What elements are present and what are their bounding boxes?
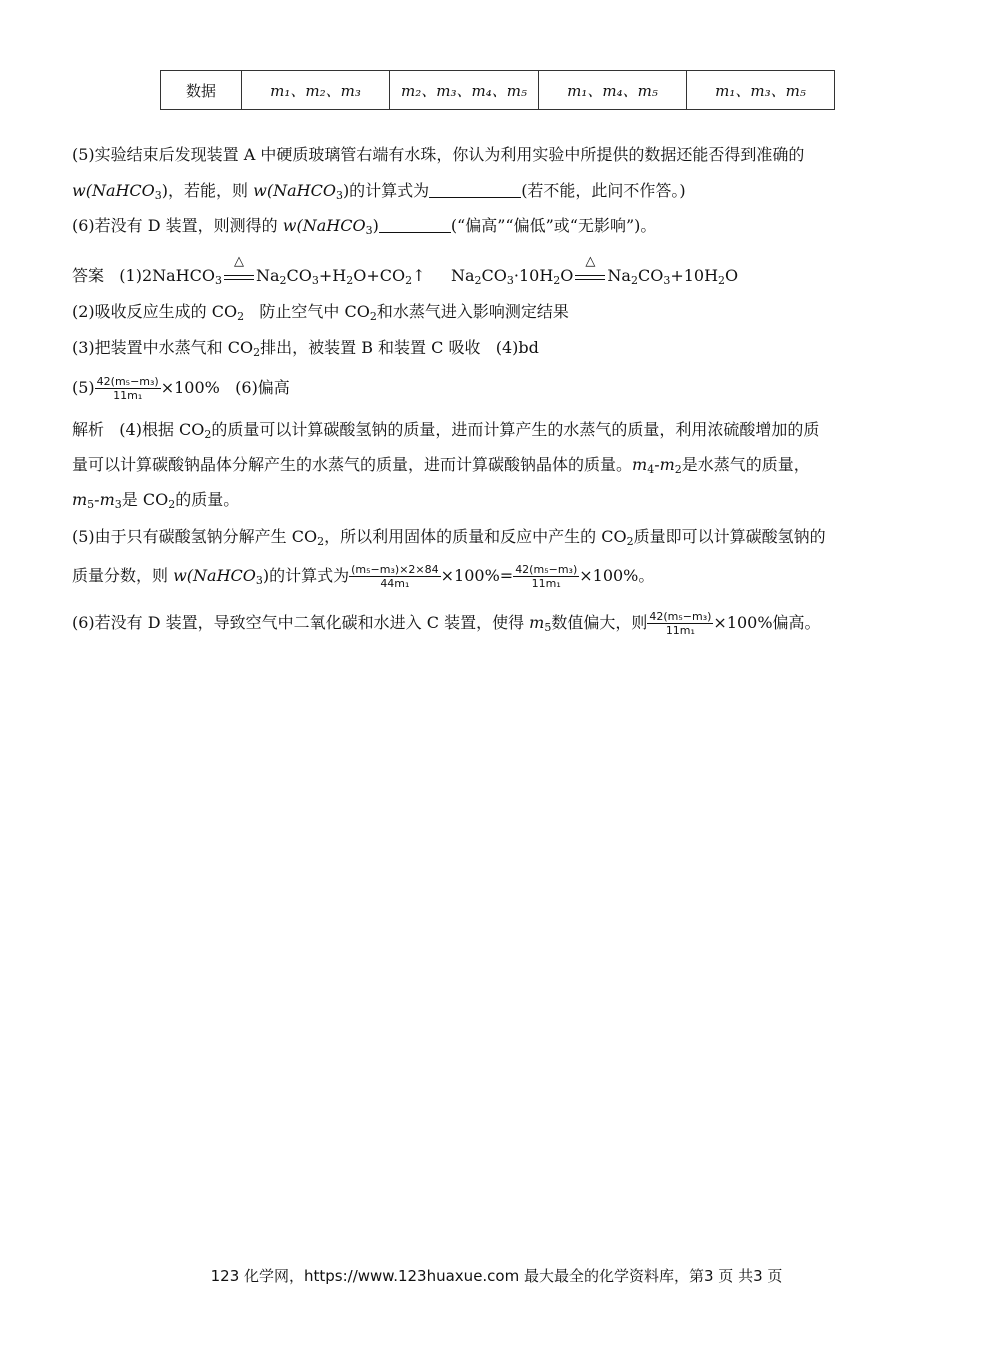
question-6-line: (6)若没有 D 装置，则测得的 w(NaHCO$_3$) (“偏高”“偏低”或“无影响”)。 <box>72 216 657 237</box>
analysis-line-6: (6)若没有 D 装置，导致空气中二氧化碳和水进入 C 装置，使得 $m_5$数值偏大，则 $\frac{\text{42(m₅−m₃)}}{\text{11m₁}}$ ×100%偏高。 <box>72 610 821 637</box>
heating-condition-sign <box>573 253 607 287</box>
fraction: $\frac{\text{42(m₅−m₃)}}{\text{11m₁}}$ <box>649 610 712 637</box>
answer-blank[interactable] <box>429 181 521 198</box>
answer-blank[interactable] <box>379 216 451 233</box>
page-footer: 123 化学网，https://www.123huaxue.com 最大最全的化学资料库，第3 页 共3 页 <box>210 1267 783 1285</box>
equals-bars <box>224 275 254 280</box>
fraction: $\frac{\text{42(m₅−m₃)}}{\text{11m₁}}$ <box>96 375 159 402</box>
analysis-line-1: 解析 (4)根据 $CO_2$的质量可以计算碳酸氢钠的质量，进而计算产生的水蒸气的质量，利用浓硫酸增加的质 <box>72 420 820 441</box>
data-table <box>160 70 835 110</box>
fraction: $\frac{\text{(m₅−m₃)×2×84}}{\text{44m₁}}$ <box>351 563 439 590</box>
table-header-cell: 数据 <box>161 71 242 110</box>
gas-arrow-icon: ↑ <box>412 266 426 285</box>
answer-line-1: 答案 (1)2NaHCO$_3$ △ $Na_2CO_3+H_2O+CO_2↑$ $Na_2CO_3\cdot 10H_2O$ △ $Na_2CO_3+10H_2O$ <box>72 253 739 287</box>
table-cell: m₁、m₄、m₅ <box>539 71 687 110</box>
table-cell: m₂、m₃、m₄、m₅ <box>390 71 539 110</box>
question-5-line-1: (5)实验结束后发现装置 A 中硬质玻璃管右端有水珠，你认为利用实验中所提供的数据还能否得到准确的 <box>72 145 805 164</box>
triangle-icon: △ <box>585 253 596 269</box>
analysis-line-2: 量可以计算碳酸钠晶体分解产生的水蒸气的质量，进而计算碳酸钠晶体的质量。$m_4-m_2$是水蒸气的质量， <box>72 455 810 476</box>
table-cell: m₁、m₃、m₅ <box>687 71 835 110</box>
analysis-line-4: (5)由于只有碳酸氢钠分解产生 $CO_2$，所以利用固体的质量和反应中产生的 $CO_2$质量即可以计算碳酸氢钠的 <box>72 527 826 548</box>
question-5-line-2: w(NaHCO$_3$)，若能，则 w(NaHCO$_3$)的计算式为 (若不能，此问不作答。) <box>72 181 686 202</box>
fraction: $\frac{\text{42(m₅−m₃)}}{\text{11m₁}}$ <box>515 563 578 590</box>
equals-bars <box>575 275 605 280</box>
table-row <box>161 71 835 110</box>
analysis-line-3: $m_5-m_3$是 $CO_2$的质量。 <box>72 490 240 511</box>
answer-line-3: (3)把装置中水蒸气和 $CO_2$排出，被装置 B 和装置 C 吸收 (4)bd <box>72 338 539 359</box>
answer-line-4: (5) $\frac{\text{42(m₅−m₃)}}{\text{11m₁}}$ ×100% (6)偏高 <box>72 375 290 402</box>
answer-label: 答案 <box>72 266 105 285</box>
heating-condition-sign <box>222 253 256 287</box>
triangle-icon: △ <box>233 253 244 269</box>
table-cell: m₁、m₂、m₃ <box>242 71 390 110</box>
answer-line-2: (2)吸收反应生成的 $CO_2$ 防止空气中 $CO_2$和水蒸气进入影响测定结果 <box>72 302 569 323</box>
analysis-label: 解析 <box>72 420 105 439</box>
analysis-line-5: 质量分数，则 w(NaHCO$_3$)的计算式为 $\frac{\text{(m₅−m₃)×2×84}}{\text{44m₁}}$ ×100%= $\frac{\text{42(m₅−m₃)}}{\text{11m₁}}$ ×100%。 <box>72 563 655 590</box>
